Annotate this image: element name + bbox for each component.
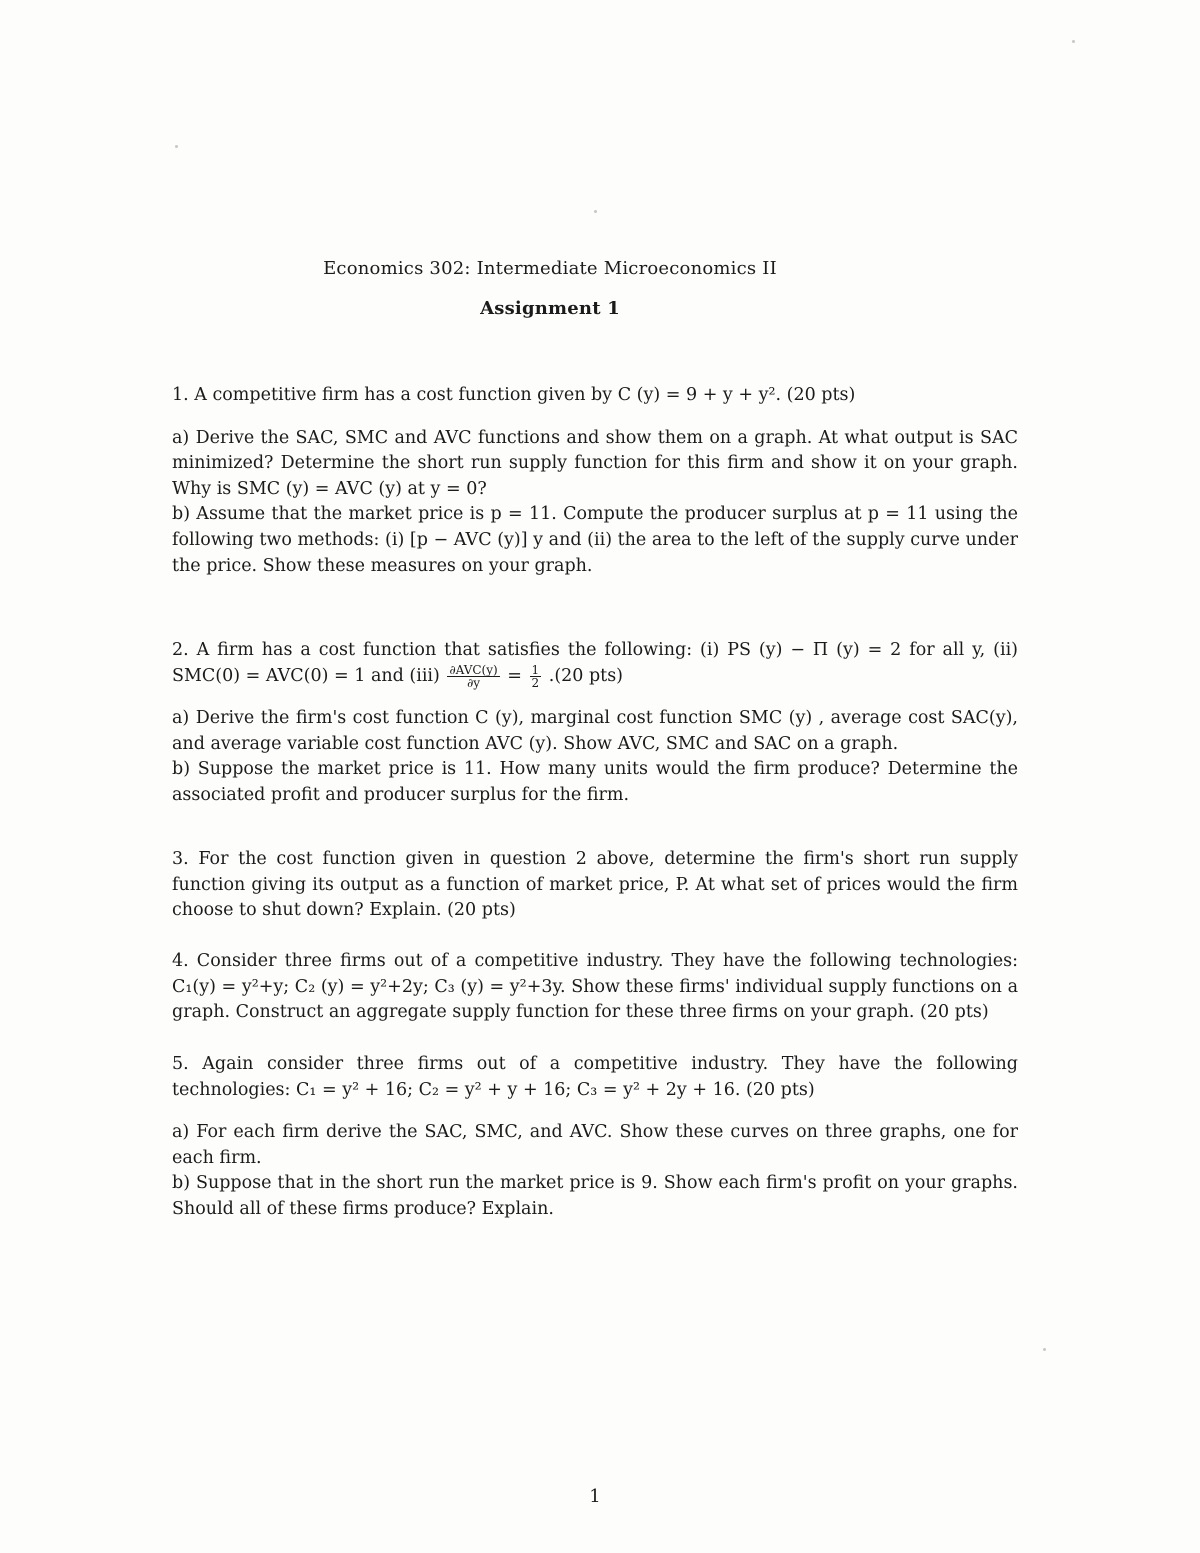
- question-2-stem-text: 2. A firm has a cost function that satisfies the following: (i) PS (y) − Π (y) = 2 for all y, (ii) SMC(0) = AVC(0) = 1 and (iii): [172, 640, 1018, 686]
- fraction-numerator: ∂AVC(y): [449, 662, 498, 677]
- question-3-stem: 3. For the cost function given in question 2 above, determine the firm's short run supply function giving its output as a function of market price, P. At what set of prices would the firm choose to shut down? Explain. (20 pts): [172, 849, 1018, 921]
- scan-speck: [1043, 1348, 1046, 1351]
- question-4: [172, 949, 1018, 1026]
- course-title: Economics 302: Intermediate Microeconomics II: [323, 258, 777, 279]
- question-2-points: .(20 pts): [548, 665, 624, 686]
- scan-speck: [175, 145, 178, 148]
- equals-sign: =: [507, 665, 522, 686]
- fraction-denominator: ∂y: [467, 675, 481, 690]
- one-half-fraction: [530, 664, 542, 689]
- question-2-stem: [172, 638, 1018, 689]
- page-number: 1: [589, 1486, 601, 1507]
- question-1-part-a: a) Derive the SAC, SMC and AVC functions and show them on a graph. At what output is SAC minimized? Determine the short run supply function for this firm and show it on your graph. Why is SMC (y) = AVC (y) at y = 0?: [172, 427, 1018, 499]
- question-5: [172, 1052, 1018, 1223]
- question-2: [172, 638, 1018, 809]
- question-1: [172, 383, 1018, 579]
- question-2-part-b: b) Suppose the market price is 11. How many units would the firm produce? Determine the associated profit and producer surplus for the firm.: [172, 759, 1018, 805]
- question-2-part-a: a) Derive the firm's cost function C (y), marginal cost function SMC (y) , average cost SAC(y), and average variable cost function AVC (y). Show AVC, SMC and SAC on a graph.: [172, 708, 1018, 754]
- partial-derivative-fraction: [447, 664, 499, 689]
- fraction-numerator: 1: [531, 662, 540, 677]
- question-5-stem: 5. Again consider three firms out of a competitive industry. They have the following technologies: C₁ = y² + 16; C₂ = y² + y + 16; C₃ = y² + 2y + 16. (20 pts): [172, 1054, 1018, 1100]
- question-1-stem: 1. A competitive firm has a cost function given by C (y) = 9 + y + y². (20 pts): [172, 385, 856, 405]
- question-4-stem: 4. Consider three firms out of a competitive industry. They have the following technologies: C₁(y) = y²+y; C₂ (y) = y²+2y; C₃ (y) = y²+3y. Show these firms' individual supply functions on a graph. Construct an aggregate supply function for these three firms on your graph. (20 pts): [172, 951, 1018, 1023]
- question-5-part-b: b) Suppose that in the short run the market price is 9. Show each firm's profit on your graphs. Should all of these firms produce? Explain.: [172, 1173, 1018, 1219]
- question-5-part-a: a) For each firm derive the SAC, SMC, and AVC. Show these curves on three graphs, one for each firm.: [172, 1122, 1018, 1168]
- question-1-part-b: b) Assume that the market price is p = 11. Compute the producer surplus at p = 11 using the following two methods: (i) [p − AVC (y)] y and (ii) the area to the left of the supply curve under the price. Show these measures on your graph.: [172, 504, 1018, 576]
- question-3: [172, 847, 1018, 924]
- assignment-title: Assignment 1: [480, 298, 620, 319]
- scan-speck: [594, 210, 597, 213]
- fraction-denominator: 2: [531, 675, 540, 690]
- scan-speck: [1072, 40, 1075, 43]
